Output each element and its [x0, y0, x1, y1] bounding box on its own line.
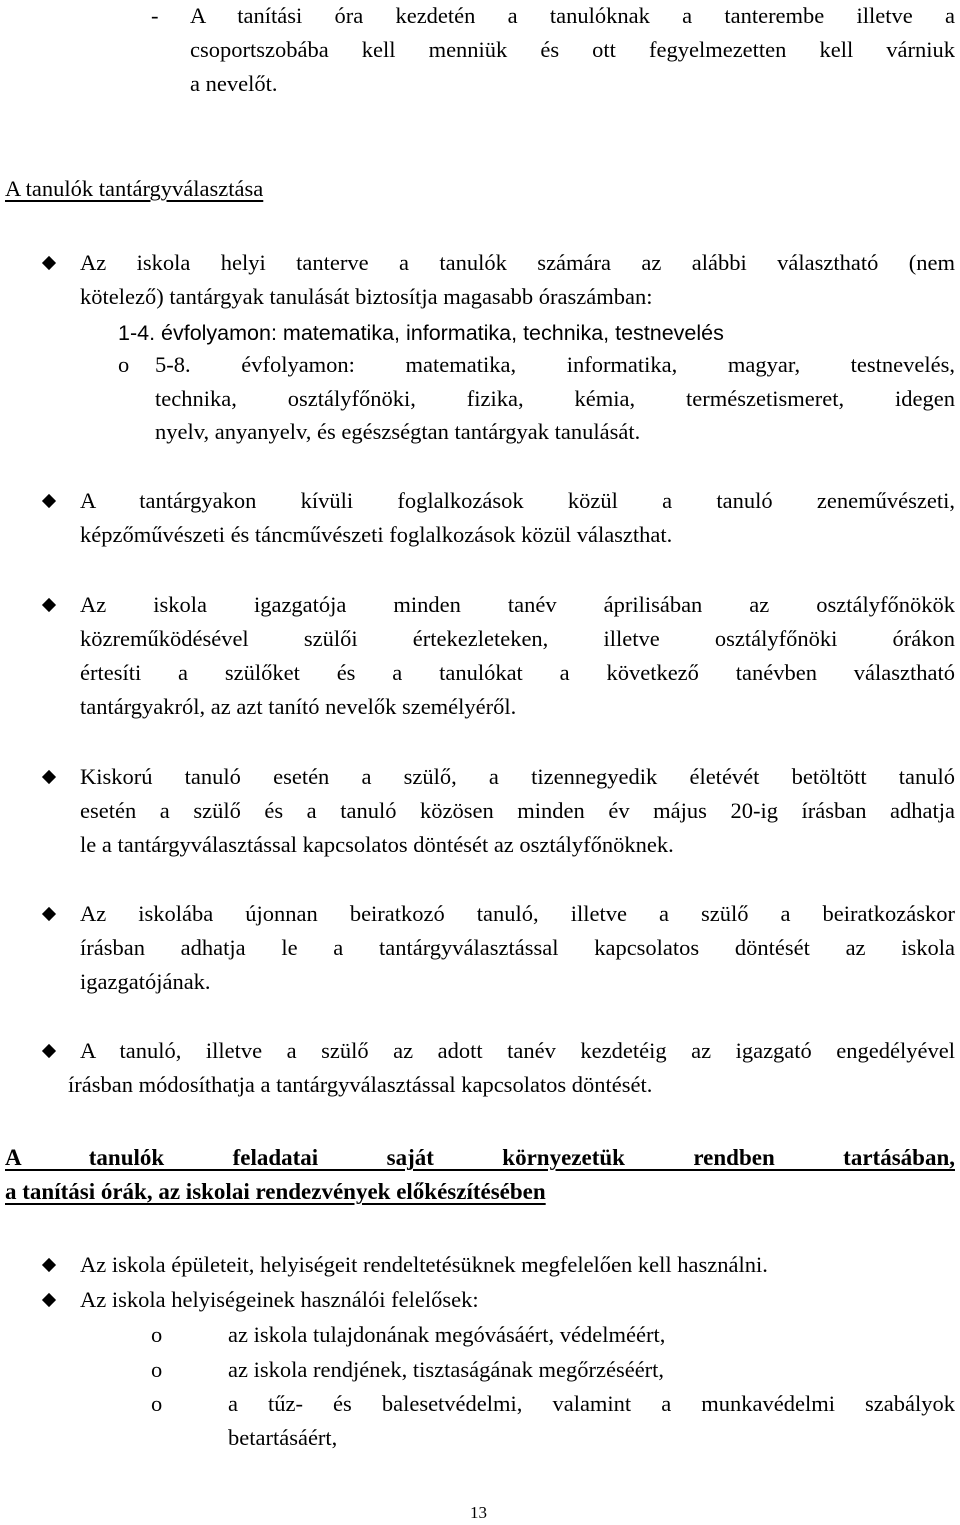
diamond-bullet-icon [42, 256, 56, 270]
s1-sub1: 1-4. évfolyamon: matematika, informatika, technika, testnevelés [118, 321, 724, 345]
diamond-bullet-icon [42, 1258, 56, 1272]
diamond-bullet-icon [42, 494, 56, 508]
sub-marker-o: o [151, 1322, 163, 1347]
s1-bullet1-line-1: Az iskola helyi tanterve a tanulók számára az alábbi választható (nem [80, 250, 955, 275]
s1-bullet5-line-1: Az iskolába újonnan beiratkozó tanuló, illetve a szülő a beiratkozáskor [80, 901, 955, 926]
s2-subitem-3-cont: betartásáért, [228, 1425, 338, 1450]
diamond-bullet-icon [42, 770, 56, 784]
sub-marker-o: o [151, 1357, 163, 1382]
s2-subitem-1: az iskola tulajdonának megóvásáért, védelméért, [228, 1322, 666, 1347]
sub-marker-o: o [151, 1391, 163, 1416]
s2-subitem-2: az iskola rendjének, tisztaságának megőrzéséért, [228, 1357, 665, 1382]
diamond-bullet-icon [42, 907, 56, 921]
s1-bullet3-line-2: közreműködésével szülői értekezleteken, illetve osztályfőnöki órákon [80, 626, 955, 651]
intro-line-2: csoportszobába kell menniük és ott fegyelmezetten kell várniuk [190, 37, 955, 62]
diamond-bullet-icon [42, 1044, 56, 1058]
section-heading-feladatok-line-1: A tanulók feladatai saját környezetük rendben tartásában, [5, 1145, 955, 1170]
intro-line-1: A tanítási óra kezdetén a tanulóknak a tanterembe illetve a [190, 3, 955, 28]
s1-bullet4-line-2: esetén a szülő és a tanuló közösen minden év május 20-ig írásban adhatja [80, 798, 955, 823]
s1-bullet4-line-1: Kiskorú tanuló esetén a szülő, a tizennegyedik életévét betöltött tanuló [80, 764, 955, 789]
s1-bullet3-line-3: értesíti a szülőket és a tanulókat a következő tanévben választható [80, 660, 955, 685]
s2-subitem-3: a tűz- és balesetvédelmi, valamint a munkavédelmi szabályok [228, 1391, 955, 1416]
section-heading-feladatok-line-2: a tanítási órák, az iskolai rendezvények előkészítésében [5, 1179, 546, 1204]
s2-bullet1: Az iskola épületeit, helyiségeit rendeltetésüknek megfelelően kell használni. [80, 1252, 768, 1277]
intro-dash: - [151, 3, 159, 28]
intro-line-3: a nevelőt. [190, 71, 278, 96]
s1-sub2-line-1: 5-8. évfolyamon: matematika, informatika, magyar, testnevelés, [155, 352, 955, 377]
s2-bullet2: Az iskola helyiségeinek használói felelősek: [80, 1287, 479, 1312]
s1-bullet6-line-1: A tanuló, illetve a szülő az adott tanév kezdetéig az igazgató engedélyével [80, 1038, 955, 1063]
s1-sub2-line-2: technika, osztályfőnöki, fizika, kémia, természetismeret, idegen [155, 386, 955, 411]
s1-bullet2-line-2: képzőművészeti és táncművészeti foglalkozások közül választhat. [80, 522, 673, 547]
s1-bullet6-line-2: írásban módosíthatja a tantárgyválasztással kapcsolatos döntését. [68, 1072, 653, 1097]
s1-bullet3-line-1: Az iskola igazgatója minden tanév áprilisában az osztályfőnökök [80, 592, 955, 617]
s1-bullet5-line-3: igazgatójának. [80, 969, 211, 994]
diamond-bullet-icon [42, 1293, 56, 1307]
s1-bullet3-line-4: tantárgyakról, az azt tanító nevelők személyéről. [80, 694, 517, 719]
s1-bullet2-line-1: A tantárgyakon kívüli foglalkozások közül a tanuló zeneművészeti, [80, 488, 955, 513]
s1-sub2-line-3: nyelv, anyanyelv, és egészségtan tantárgyak tanulását. [155, 419, 641, 444]
section-heading-tantargyvalasztas: A tanulók tantárgyválasztása [5, 176, 264, 201]
sub-marker-o: o [118, 352, 130, 377]
s1-bullet1-line-2: kötelező) tantárgyak tanulását biztosítja magasabb óraszámban: [80, 284, 653, 309]
s1-bullet5-line-2: írásban adhatja le a tantárgyválasztással kapcsolatos döntését az iskola [80, 935, 955, 960]
s1-bullet4-line-3: le a tantárgyválasztással kapcsolatos döntését az osztályfőnöknek. [80, 832, 674, 857]
page-number: 13 [470, 1503, 487, 1522]
diamond-bullet-icon [42, 598, 56, 612]
